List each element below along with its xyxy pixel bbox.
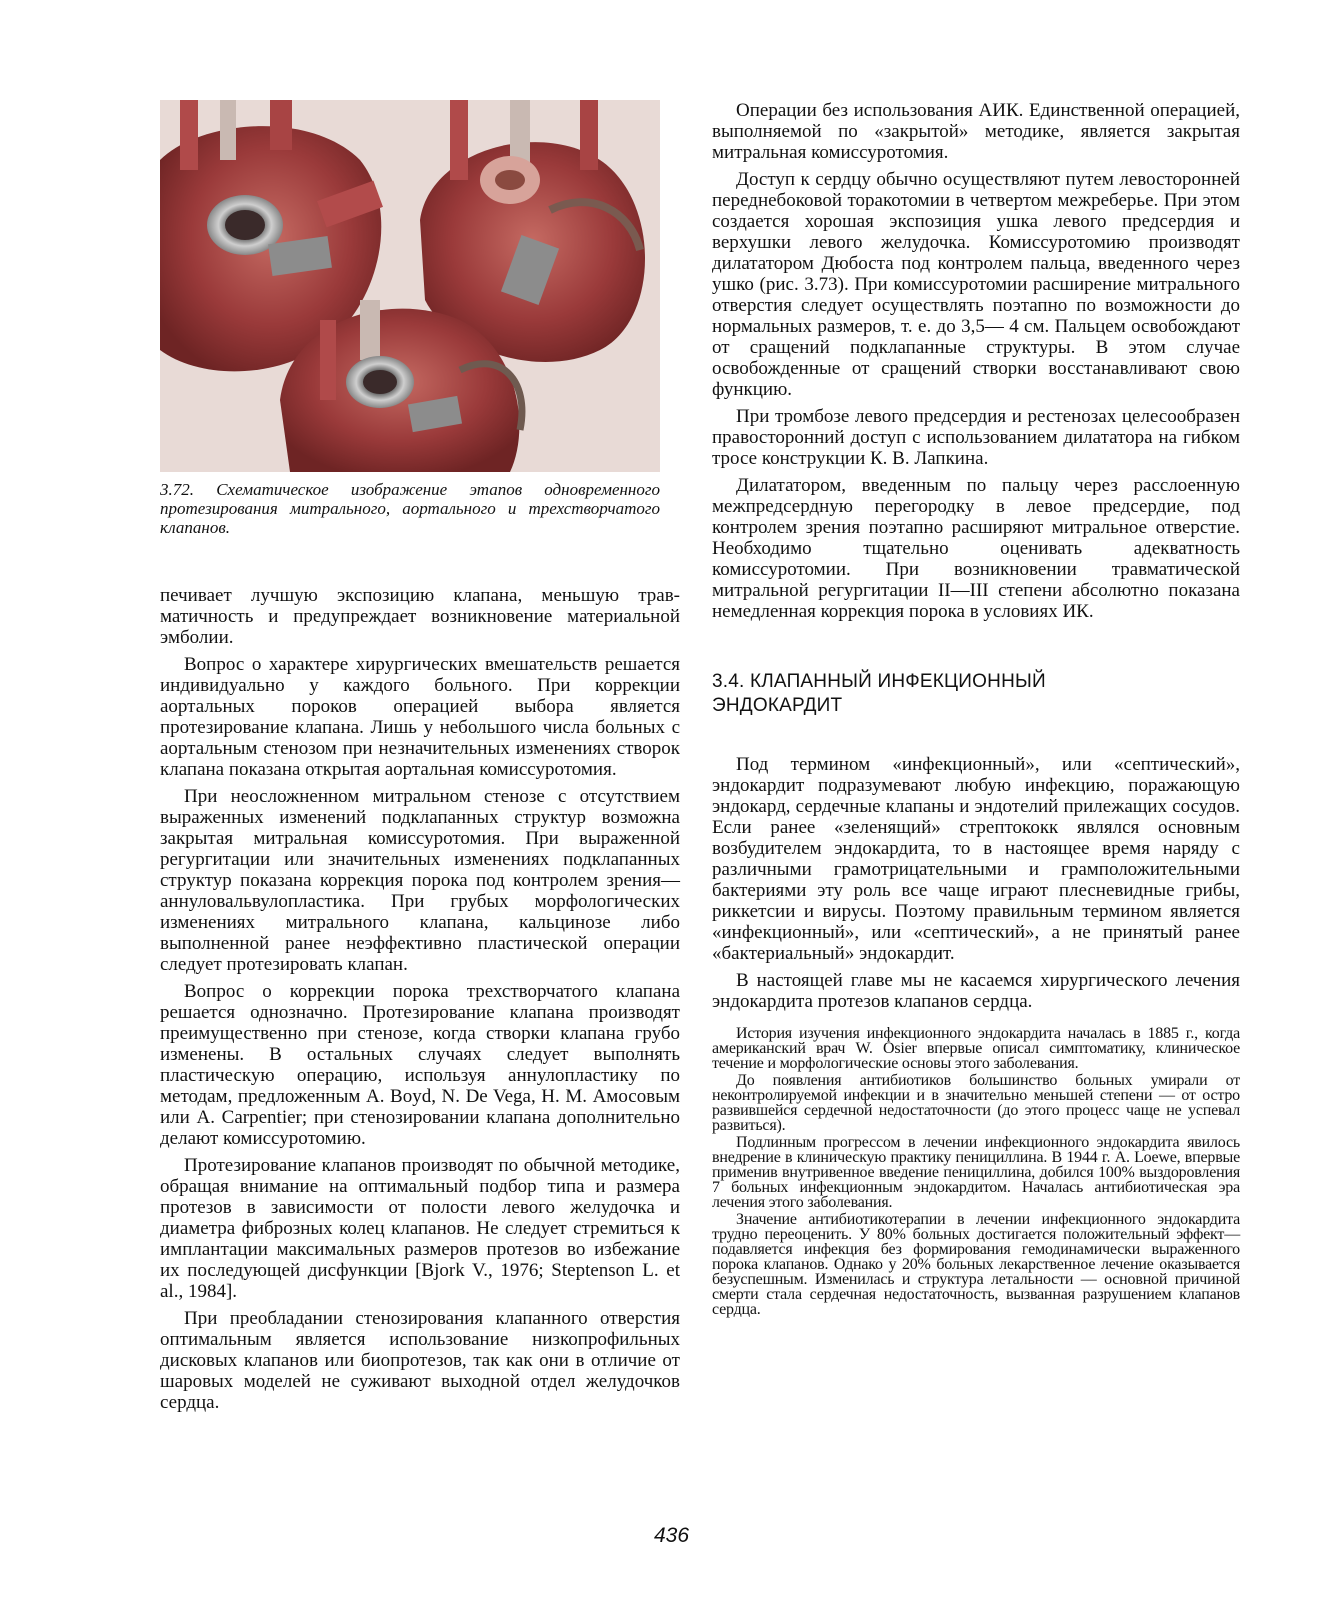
- paragraph: При преобладании стенозирования клапанного отверстия оптимальным является использование низкопрофильных дисковых клапанов или биопротезов, так как они в отличие от шаровых моделей не суживают выходной отдел желудочков сердца.: [160, 1308, 680, 1413]
- paragraph: Протезирование клапанов производят по обычной методике, обращая внимание на оптимальный подбор типа и размера протезов в зависимости от полости левого желудочка и диаметра фиброзных колец клапанов. Не следует стремиться к имплантации максимальных размеров протезов во избежание их последующей дисфункции [Bjork V., 1976; Steptenson L. et al., 1984].: [160, 1155, 680, 1302]
- section-heading: [712, 670, 1240, 718]
- left-body-text: [160, 585, 680, 1413]
- small-paragraph: Подлинным прогрессом в лечении инфекционного эндокардита явилось внедрение в клиническую практику пенициллина. В 1944 г. A. Loewe, впервые применив внутривенное введение пенициллина, добился 100% выздоровления 7 больных инфекционным эндокардитом. Началась антибиотическая эра лечения этого заболевания.: [712, 1134, 1240, 1211]
- paragraph: Вопрос о коррекции порока трехстворчатого клапана решается однозначно. Протезирование клапана производят преимущественно при стенозе, когда створки клапана грубо изменены. В остальных случаях следует выполнять пластическую операцию, используя аннулопластику по методам, предложенным A. Boyd, N. De Vega, Н. М. Амосовым или А. Carpentier; при стенозировании клапана дополнительно делают комиссуротомию.: [160, 981, 680, 1149]
- paragraph: Под термином «инфекционный», или «септический», эндокардит подразумевают любую инфекцию, поражающую эндокард, сердечные клапаны и эндотелий прилежащих сосудов. Если ранее «зеленящий» стрептококк являлся основным возбудителем эндокардита, то в настоящее время наряду с различными грамотрицательными и грамположительными бактериями эту роль все чаще играют плесневидные грибы, риккетсии и вирусы. Поэтому правильным термином является «инфекционный», или «септический», а не принятый ранее «бактериальный» эндокардит.: [712, 754, 1240, 964]
- paragraph: Операции без использования АИК. Единственной операцией, выполняемой по «закрытой» методике, является закрытая митральная комиссуротомия.: [712, 100, 1240, 163]
- figure-heart-valves-illustration: [160, 100, 660, 472]
- page-number: 436: [653, 1524, 690, 1547]
- paragraph: При неосложненном митральном стенозе с отсутствием выраженных изменений подклапанных структур возможна закрытая митральная комиссуротомия. При выраженной регургитации или значительных изменениях подклапанных структур показана коррекция порока под контролем зрения— аннуловальвулопластика. При грубых морфологических изменениях митрального клапана, кальцинозе либо выполненной ранее неэффективно пластической операции следует протезировать клапан.: [160, 786, 680, 975]
- paragraph: Дилататором, введенным по пальцу через расслоенную межпредсердную перегородку в левое предсердие, под контролем зрения поэтапно расширяют митральное отверстие. Необходимо тщательно оценивать адекватность комиссуротомии. При возникновении травматической митральной регургитации II—III степени абсолютно показана немедленная коррекция порока в условиях ИК.: [712, 475, 1240, 622]
- small-paragraph: Значение антибиотикотерапии в лечении инфекционного эндокардита трудно переоценить. У 80% больных достигается положительный эффект—подавляется инфекция без формирования гемодинамически выраженного порока клапанов. Однако у 20% больных лекарственное лечение оказывается безуспешным. Изменилась и структура летальности — основной причиной смерти стала сердечная недостаточность, вызванная разрушением клапанов сердца.: [712, 1211, 1240, 1318]
- figure-caption: 3.72. Схематическое изображение этапов одновременного протезирования митрального, аортального и трехстворчатого клапанов.: [160, 480, 660, 537]
- heart-surgery-illustration: [160, 100, 660, 472]
- paragraph: печивает лучшую экспозицию клапана, меньшую травматичность и предупреждает возникновение материальной эмболии.: [160, 585, 680, 648]
- small-paragraph: До появления антибиотиков большинство больных умирали от неконтролируемой инфекции и в значительно меньшей степени — от остро развившейся сердечной недостаточности (до этого процесс чаще не успевал развиться).: [712, 1072, 1240, 1134]
- paragraph: Вопрос о характере хирургических вмешательств решается индивидуально у каждого больного. При коррекции аортальных пороков операцией выбора является протезирование клапана. Лишь у небольшого числа больных с аортальным стенозом при незначительных изменениях створок клапана показана открытая аортальная комиссуротомия.: [160, 654, 680, 780]
- section-heading-line: ЭНДОКАРДИТ: [712, 695, 843, 716]
- right-column: [712, 100, 1240, 1319]
- paragraph: Доступ к сердцу обычно осуществляют путем левосторонней переднебоковой торакотомии в четвертом межреберье. При этом создается хорошая экспозиция ушка левого предсердия и верхушки левого желудочка. Комиссуротомию производят дилататором Дюбоста под контролем пальца, введенного через ушко (рис. 3.73). При комиссуротомии расширение митрального отверстия следует осуществлять поэтапно по возможности до нормальных размеров, т. е. до 3,5— 4 см. Пальцем освобождают от сращений подклапанные структуры. В этом случае освобожденные от сращений створки восстанавливают свою функцию.: [712, 169, 1240, 400]
- paragraph: В настоящей главе мы не касаемся хирургического лечения эндокардита протезов клапанов сердца.: [712, 970, 1240, 1012]
- left-column: [160, 100, 680, 1419]
- section-body-text: [712, 754, 1240, 1012]
- small-print-text: [712, 1026, 1240, 1317]
- right-body-text: [712, 100, 1240, 622]
- section-heading-line: 3.4. КЛАПАННЫЙ ИНФЕКЦИОННЫЙ: [712, 671, 1046, 692]
- paragraph: При тромбозе левого предсердия и рестенозах целесообразен правосторонний доступ с использованием дилататора на гибком тросе конструкции К. В. Лапкина.: [712, 406, 1240, 469]
- small-paragraph: История изучения инфекционного эндокардита началась в 1885 г., когда американский врач W. Osier впервые описал симптоматику, клиническое течение и морфологические основы этого заболевания.: [712, 1025, 1240, 1072]
